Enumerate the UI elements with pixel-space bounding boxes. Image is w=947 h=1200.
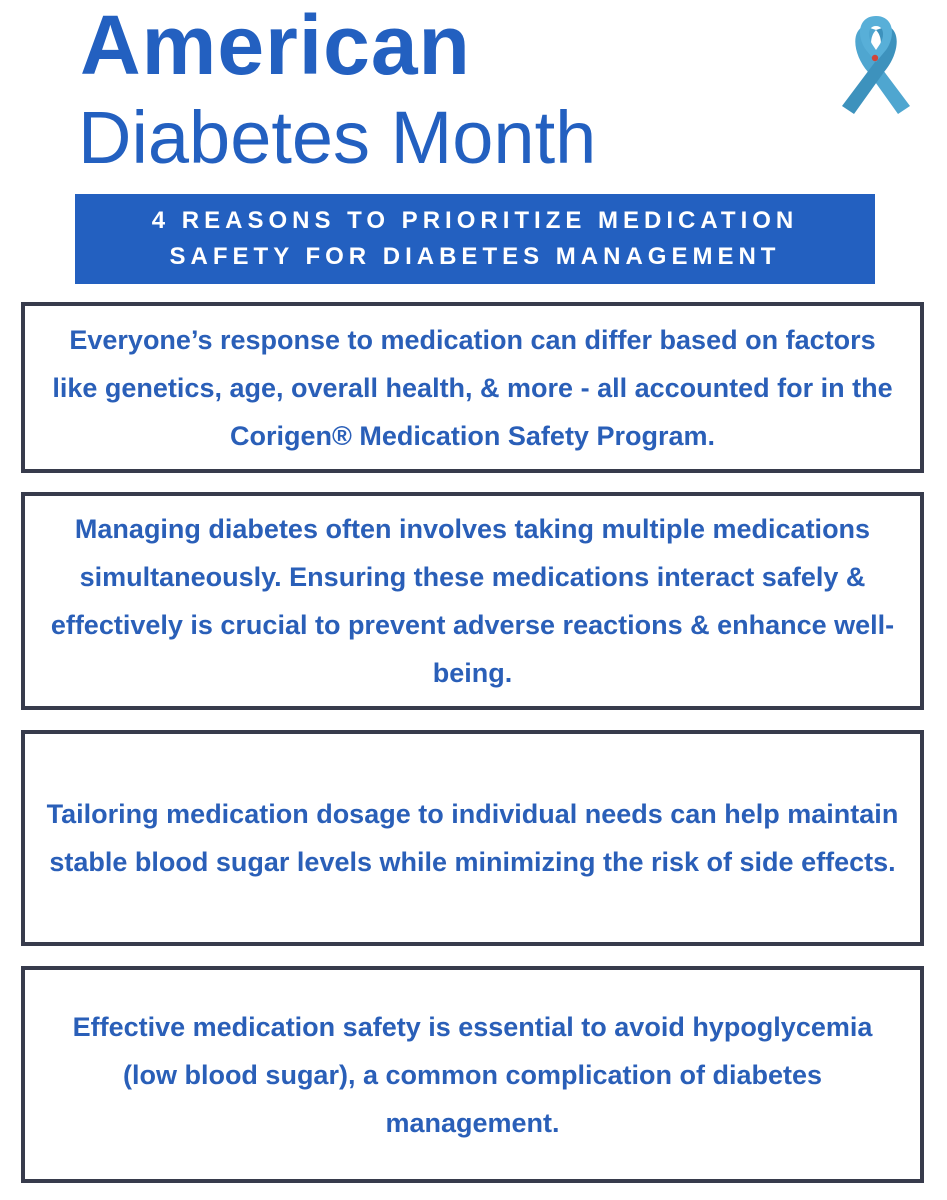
reason-text-2: Managing diabetes often involves taking multiple medications simultaneously. Ensuring these medications interact safely & effectively is crucial to prevent adverse reactions & enhance well-being. bbox=[50, 514, 895, 688]
banner-line1: 4 REASONS TO PRIORITIZE MEDICATION bbox=[151, 207, 799, 234]
awareness-ribbon-icon bbox=[840, 14, 912, 118]
banner-line2: SAFETY FOR DIABETES MANAGEMENT bbox=[169, 243, 781, 270]
reason-card-1 bbox=[21, 302, 924, 473]
reason-text-4: Effective medication safety is essential to avoid hypoglycemia (low blood sugar), a common complication of diabetes management. bbox=[72, 1011, 873, 1138]
page-title-line2: Diabetes Month bbox=[78, 96, 597, 179]
blood-drop-icon bbox=[872, 55, 878, 61]
reason-text-3: Tailoring medication dosage to individual needs can help maintain stable blood sugar levels while minimizing the risk of side effects. bbox=[46, 799, 899, 877]
page-title-line1: American bbox=[80, 0, 471, 92]
reason-text-1: Everyone’s response to medication can differ based on factors like genetics, age, overall health, & more - all accounted for in the Corigen® Medication Safety Program. bbox=[52, 324, 893, 451]
reason-card-4 bbox=[21, 966, 924, 1183]
reason-card-3 bbox=[21, 730, 924, 946]
headline-banner bbox=[75, 194, 875, 284]
reason-card-2 bbox=[21, 492, 924, 710]
